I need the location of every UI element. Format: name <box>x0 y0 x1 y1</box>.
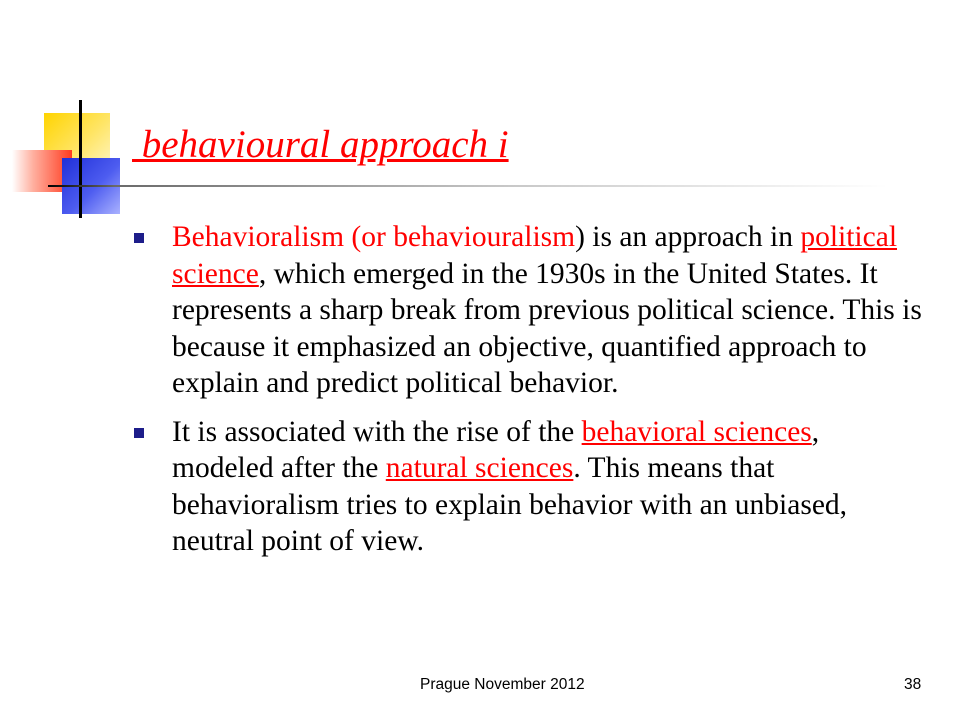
decor-vertical-line <box>79 100 82 218</box>
bullet-item-1 <box>134 219 924 402</box>
text-run: , modeled after the <box>172 415 820 484</box>
text-run: , which emerged in the 1930s in the United States. It represents a sharp break from previous political science. This is because it emphasized an objective, quantified approach to explain and predict political behavior. <box>172 257 922 399</box>
title-underline-rule <box>48 185 888 187</box>
link-natural-sciences[interactable]: natural sciences <box>385 452 574 484</box>
bullet-1-text <box>172 221 922 399</box>
square-bullet-icon <box>134 233 144 243</box>
bullet-item-2 <box>134 414 924 560</box>
link-behavioral-sciences[interactable]: behavioral sciences <box>581 415 812 448</box>
term-highlight: Behavioralism (or behaviouralism <box>172 221 576 253</box>
bullet-2-text <box>172 416 847 558</box>
footer-text: Prague November 2012 <box>420 676 585 693</box>
text-run: ) is an approach in <box>575 221 801 253</box>
bullet-list <box>134 219 924 572</box>
text-run: . This means that behavioralism tries to explain behavior with an unbiased, neutral point of view. <box>172 452 848 557</box>
page-number: 38 <box>904 676 922 693</box>
slide-title: behavioural approach i <box>132 123 509 166</box>
text-run: It is associated with the rise of the <box>172 415 582 448</box>
square-bullet-icon <box>134 428 144 438</box>
link-political-science[interactable]: political science <box>172 221 898 290</box>
